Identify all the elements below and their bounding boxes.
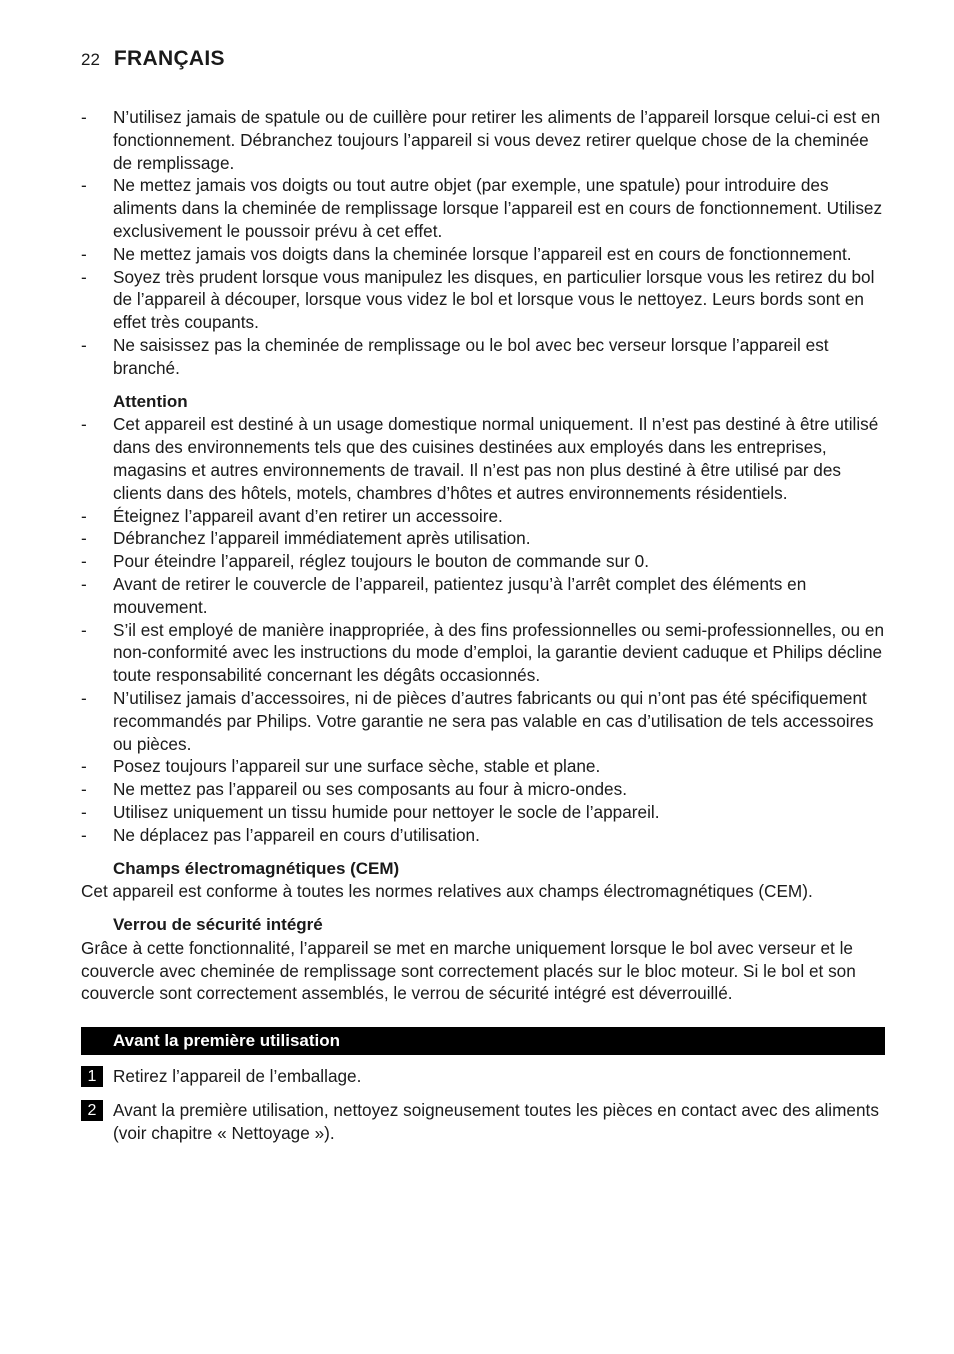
list-item: - N’utilisez jamais de spatule ou de cuillère pour retirer les aliments de l’appareil lorsque celui-ci est en fonctionnement. Débranchez toujours l’appareil si vous devez retirer quelque chose de la cheminée de remplissage. xyxy=(81,107,881,173)
lock-heading: Verrou de sécurité intégré xyxy=(113,915,323,935)
attention-heading: Attention xyxy=(113,391,188,411)
page-number: 22 xyxy=(81,50,100,69)
list-item: - Ne saisissez pas la cheminée de remplissage ou le bol avec bec verseur lorsque l’appareil est branché. xyxy=(81,334,829,378)
list-item: - Débranchez l’appareil immédiatement après utilisation. xyxy=(81,528,531,549)
list-item: - Utilisez uniquement un tissu humide pour nettoyer le socle de l’appareil. xyxy=(81,801,660,822)
list-item: - Pour éteindre l’appareil, réglez toujours le bouton de commande sur 0. xyxy=(81,551,649,572)
list-item: - Ne mettez jamais vos doigts ou tout autre objet (par exemple, une spatule) pour introduire des aliments dans la cheminée de remplissage lorsque l’appareil est en cours de fonctionnement. Utilisez exclusivement le poussoir prévu à cet effet. xyxy=(81,175,883,241)
step-text: Avant la première utilisation, nettoyez soigneusement toutes les pièces en contact avec des aliments (voir chapitre « Nettoyage »). xyxy=(113,1100,879,1143)
lock-text: Grâce à cette fonctionnalité, l’appareil se met en marche uniquement lorsque le bol avec verseur et le couvercle avec cheminée de remplissage sont correctement placés sur le bloc moteur. Si le bol et son couvercle sont correctement assemblés, le verrou de sécurité intégré est déverrouillé. xyxy=(81,937,856,1004)
step-item xyxy=(81,1099,885,1145)
list-item: - Soyez très prudent lorsque vous manipulez les disques, en particulier lorsque vous les retirez du bol de l’appareil à découper, lorsque vous videz le bol et lorsque vous le nettoyez. Leurs bords sont en effet très coupants. xyxy=(81,266,875,333)
attention-list xyxy=(81,413,885,846)
step-text: Retirez l’appareil de l’emballage. xyxy=(113,1066,362,1087)
page-content xyxy=(81,106,885,1145)
list-item: - S’il est employé de manière inappropriée, à des fins professionnelles ou semi-professionnelles, ou en non-conformité avec les instructions du mode d’emploi, la garantie devient caduque et Philips décline toute responsabilité concernant les dégâts occasionnés. xyxy=(81,619,885,686)
cem-text: Cet appareil est conforme à toutes les normes relatives aux champs électromagnétiques (CEM). xyxy=(81,881,813,902)
list-item: - Posez toujours l’appareil sur une surface sèche, stable et plane. xyxy=(81,756,601,777)
list-item: - N’utilisez jamais d’accessoires, ni de pièces d’autres fabricants ou qui n’ont pas été spécifiquement recommandés par Philips. Votre garantie ne sera pas valable en cas d’utilisation de tels accessoires ou pièces. xyxy=(81,687,874,754)
warnings-list xyxy=(81,106,885,380)
cem-heading: Champs électromagnétiques (CEM) xyxy=(113,858,400,878)
first-use-section-title: Avant la première utilisation xyxy=(81,1027,885,1055)
page-header xyxy=(81,47,225,71)
step-number: 2 xyxy=(81,1100,103,1121)
language-title: FRANÇAIS xyxy=(113,47,225,70)
step-number: 1 xyxy=(81,1066,103,1087)
list-item: - Cet appareil est destiné à un usage domestique normal uniquement. Il n’est pas destiné à être utilisé dans des environnements tels que des cuisines destinées aux employés dans les entreprises, magasins et autres environnements de travail. Il n’est pas non plus destiné à être utilisé par des clients dans des hôtels, motels, chambres d’hôtes et autres environnements résidentiels. xyxy=(81,414,879,503)
step-item xyxy=(81,1065,885,1088)
list-item: - Avant de retirer le couvercle de l’appareil, patientez jusqu’à l’arrêt complet des éléments en mouvement. xyxy=(81,573,807,617)
list-item: - Ne mettez jamais vos doigts dans la cheminée lorsque l’appareil est en cours de fonctionnement. xyxy=(81,243,852,264)
list-item: - Éteignez l’appareil avant d’en retirer un accessoire. xyxy=(81,505,503,526)
list-item: - Ne déplacez pas l’appareil en cours d’utilisation. xyxy=(81,824,480,845)
list-item: - Ne mettez pas l’appareil ou ses composants au four à micro-ondes. xyxy=(81,779,627,800)
